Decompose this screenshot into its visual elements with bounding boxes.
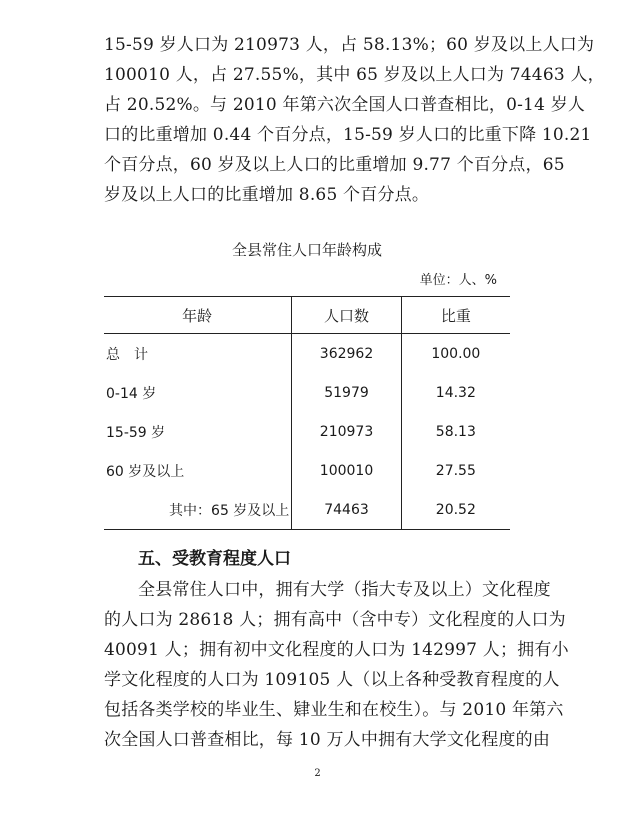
table-row: [104, 451, 510, 490]
text-line: 次全国人口普查相比，每 10 万人中拥有大学文化程度的由: [104, 730, 551, 750]
table-row: [104, 334, 510, 374]
row-label: 0-14 岁: [104, 373, 292, 412]
table-row: [104, 412, 510, 451]
text-line: 学文化程度的人口为 109105 人（以上各种受教育程度的人: [104, 670, 560, 690]
row-count: 74463: [292, 490, 401, 530]
row-ratio: 20.52: [401, 490, 510, 530]
table-title: 全县常住人口年龄构成: [231, 241, 382, 259]
header-count: 人口数: [292, 297, 401, 334]
page-number: 2: [314, 768, 321, 779]
header-age: 年龄: [104, 297, 292, 334]
row-label: 总 计: [104, 334, 292, 374]
table-row: [104, 373, 510, 412]
row-ratio: 27.55: [435, 462, 476, 479]
table-unit: 单位：人、%: [419, 273, 497, 288]
row-count: 210973: [292, 412, 401, 451]
table-header-row: [104, 297, 510, 334]
table-row: [104, 490, 510, 530]
text-line: 占 20.52%。与 2010 年第六次全国人口普查相比，0-14 岁人: [104, 95, 586, 115]
text-line: 个百分点，60 岁及以上人口的比重增加 9.77 个百分点，65: [104, 155, 565, 175]
text-line: 100010 人，占 27.55%，其中 65 岁及以上人口为 74463 人，: [104, 65, 605, 85]
text-line: 包括各类学校的毕业生、肄业生和在校生）。与 2010 年第六: [104, 700, 564, 720]
text-line: 口的比重增加 0.44 个百分点，15-59 岁人口的比重下降 10.21: [104, 125, 592, 145]
row-label: 15-59 岁: [104, 412, 292, 451]
row-ratio: 100.00: [431, 345, 481, 362]
text-line: 岁及以上人口的比重增加 8.65 个百分点。: [104, 185, 430, 205]
row-count: 51979: [292, 373, 401, 412]
row-count: 362962: [292, 334, 401, 374]
header-ratio: 比重: [401, 297, 510, 334]
row-count: 100010: [292, 451, 401, 490]
row-ratio: 14.32: [435, 384, 476, 401]
text-line: 的人口为 28618 人；拥有高中（含中专）文化程度的人口为: [104, 610, 566, 630]
age-structure-table: [104, 296, 510, 530]
section-heading: 五、受教育程度人口: [138, 549, 291, 569]
row-ratio: 58.13: [435, 423, 476, 440]
paragraph-age-structure: [104, 30, 605, 210]
row-label: 其中：65 岁及以上: [104, 490, 292, 530]
text-line: 15-59 岁人口为 210973 人，占 58.13%；60 岁及以上人口为: [104, 35, 595, 55]
text-line: 40091 人；拥有初中文化程度的人口为 142997 人；拥有小: [104, 640, 569, 660]
row-label: 60 岁及以上: [104, 451, 292, 490]
text-line: 全县常住人口中，拥有大学（指大专及以上）文化程度: [138, 580, 551, 600]
paragraph-education: [104, 575, 569, 755]
